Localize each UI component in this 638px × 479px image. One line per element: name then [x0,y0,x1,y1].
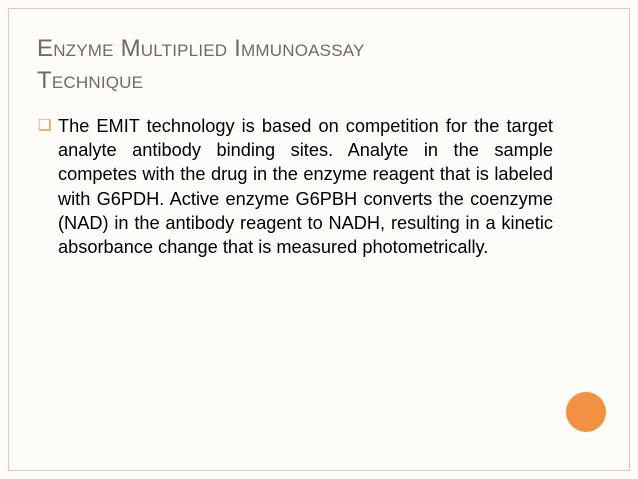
bullet-text: The EMIT technology is based on competition for the target analyte antibody binding sites. Analyte in the sample competes with the drug in the enzyme reagent that is labeled with G6PDH. Active enzyme G6PBH converts the coenzyme (NAD) in the antibody reagent to NADH, resulting in a kinetic absorbance change that is measured photometrically. [58,116,553,258]
square-bullet-icon: ❑ [38,117,52,134]
title-line-1: Enzyme Multiplied Immunoassay [37,35,365,62]
orange-circle-decoration [566,392,606,432]
title-line-2: Technique [37,67,144,94]
slide-title [37,33,557,97]
